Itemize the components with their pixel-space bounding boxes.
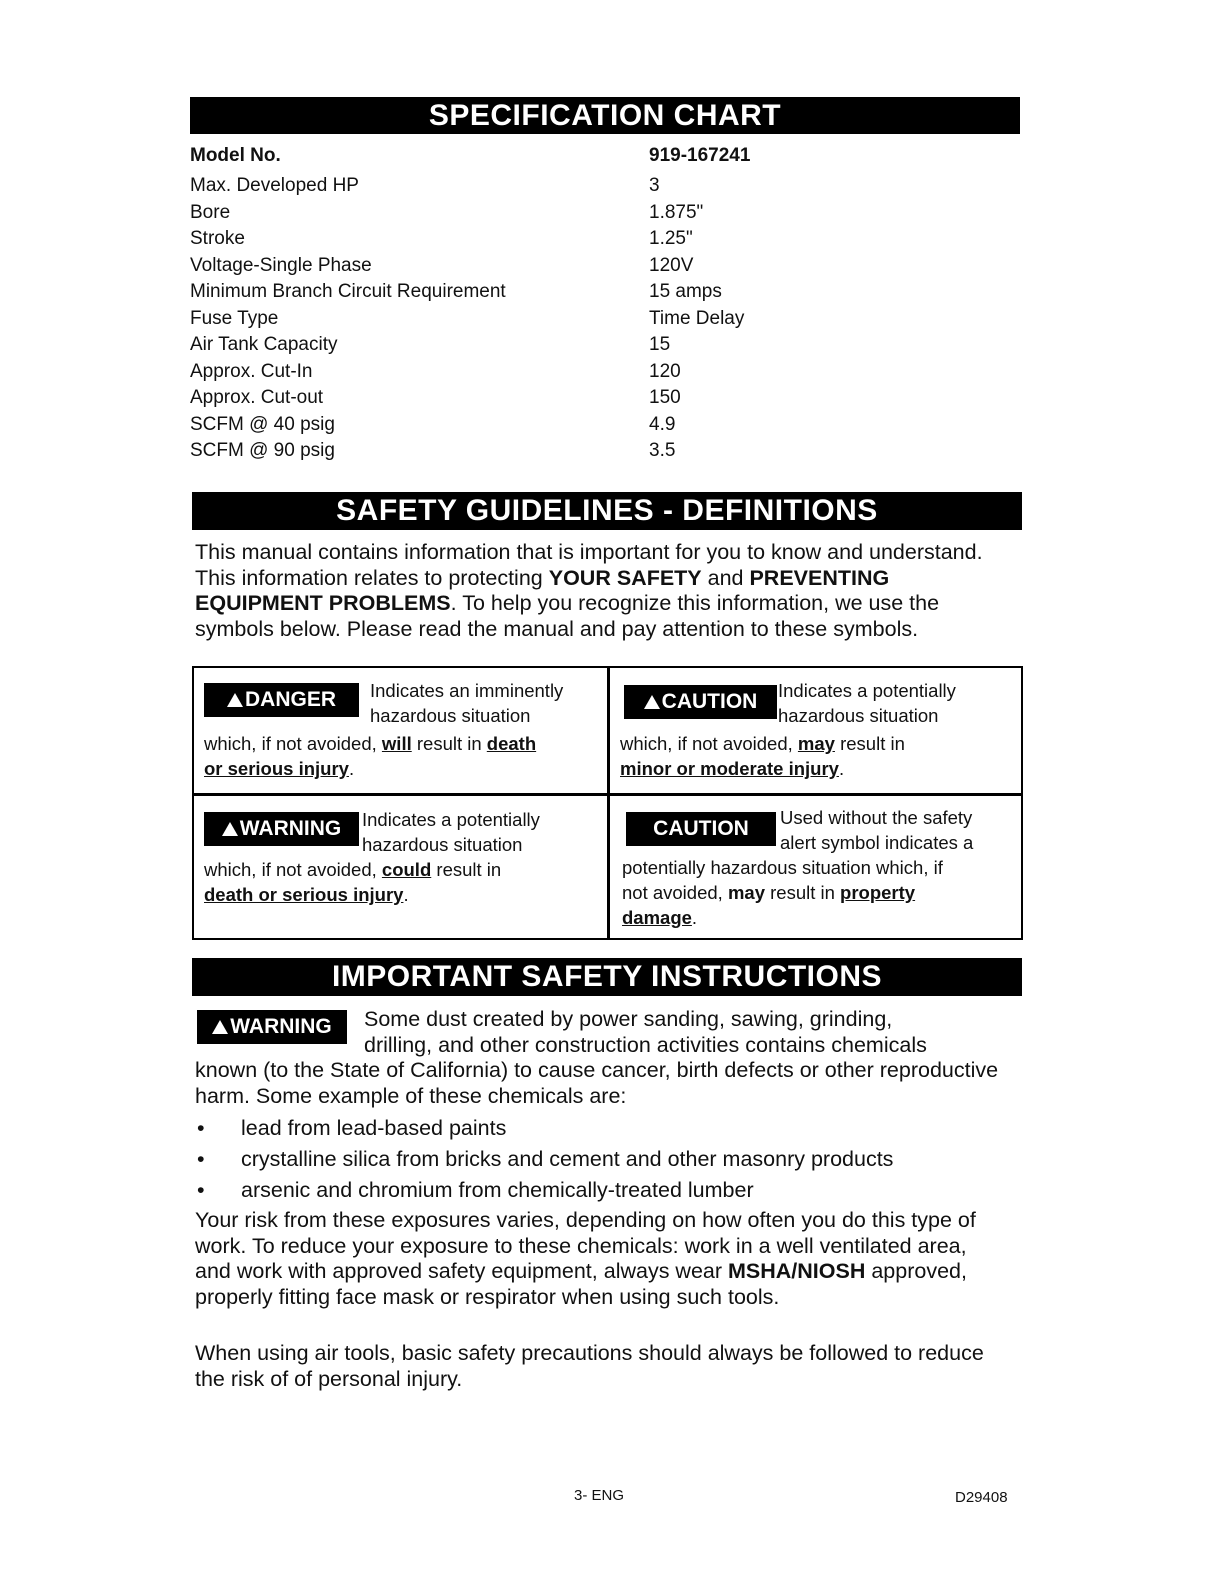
spec-label: Stroke: [190, 228, 245, 249]
list-item-text: lead from lead-based paints: [241, 1116, 507, 1140]
spec-row: [190, 385, 890, 412]
spec-row: [190, 173, 890, 200]
caution-plain-key-damage: damage: [622, 907, 692, 928]
spec-value: 3: [649, 175, 660, 196]
danger-label-text: DANGER: [244, 688, 336, 711]
caution-alert-key-may: may: [797, 733, 835, 754]
spec-header-row: [190, 143, 890, 173]
caution-plain-label: [626, 812, 776, 846]
page-number: 3- ENG: [574, 1487, 625, 1504]
list-item: [195, 1144, 995, 1175]
caution-alert-body-end: .: [838, 758, 845, 779]
safety-definitions-banner: SAFETY GUIDELINES - DEFINITIONS: [192, 492, 1022, 530]
danger-body: [204, 731, 600, 781]
spec-label: Voltage-Single Phase: [190, 254, 372, 276]
warning-cell: [202, 803, 602, 933]
alert-triangle-icon: [212, 1020, 228, 1034]
spec-label: Bore: [190, 201, 231, 223]
intro-bold-equipment: PREVENTING EQUIPMENT PROBLEMS: [195, 565, 890, 615]
spec-label: Air Tank Capacity: [190, 334, 338, 355]
caution-alert-body-text: which, if not avoided,: [620, 733, 798, 754]
risk-paragraph: [195, 1208, 1005, 1310]
caution-plain-top-text: Used without the safety alert symbol indicates a: [780, 807, 974, 853]
spec-label: Approx. Cut-out: [190, 387, 324, 408]
document-code: D29408: [955, 1489, 1008, 1506]
spec-header-value: 919-167241: [649, 145, 751, 166]
alert-triangle-icon: [222, 822, 238, 836]
list-item: [195, 1113, 995, 1144]
spec-row: [190, 226, 890, 253]
warning-body-text: result in: [431, 859, 502, 880]
spec-chart-banner: SPECIFICATION CHART: [190, 97, 1020, 134]
risk-text: Your risk from these exposures varies, depending on how often you do this type of work. To reduce your exposure to these chemicals: work in a well ventilated area, and work with approved safety equipment, always wear: [195, 1208, 976, 1283]
spec-value: 15 amps: [649, 281, 722, 302]
spec-value: 120: [649, 360, 681, 382]
warning-key-injury: death or serious injury: [204, 884, 404, 905]
prop65-warning-rest: known (to the State of California) to cause cancer, birth defects or other reproductive harm. Some example of these chemicals are:: [195, 1058, 999, 1108]
list-item-text: arsenic and chromium from chemically-treated lumber: [241, 1178, 754, 1202]
safety-intro-paragraph: [195, 540, 1005, 642]
grid-divider-horizontal: [194, 793, 1021, 796]
important-instructions-banner: IMPORTANT SAFETY INSTRUCTIONS: [192, 958, 1022, 996]
spec-value: 1.875": [649, 201, 704, 223]
spec-label: SCFM @ 40 psig: [190, 413, 335, 435]
air-tools-paragraph: When using air tools, basic safety precautions should always be followed to reduce the risk of of personal injury.: [195, 1341, 984, 1391]
spec-table: [190, 143, 890, 465]
danger-top-text: Indicates an imminently hazardous situation: [370, 680, 564, 726]
risk-bold-msha: MSHA/NIOSH: [728, 1259, 866, 1283]
warning-label: [204, 812, 359, 846]
chemicals-list: [195, 1113, 995, 1206]
prop65-line2: drilling, and other construction activities contains chemicals: [364, 1032, 927, 1057]
bullet-icon: •: [197, 1147, 205, 1171]
intro-text: and: [701, 565, 750, 590]
danger-cell: [202, 674, 602, 789]
danger-body-end: .: [348, 758, 355, 779]
spec-value: 4.9: [649, 413, 676, 435]
alert-triangle-icon: [644, 695, 660, 709]
spec-row: [190, 438, 890, 465]
caution-plain-body-line1: potentially hazardous situation which, if: [622, 857, 943, 878]
spec-value: 120V: [649, 254, 694, 276]
caution-plain-body-text: result in: [764, 882, 841, 903]
caution-plain-key-may: may: [727, 882, 765, 903]
spec-label: Minimum Branch Circuit Requirement: [190, 281, 506, 302]
spec-value: 1.25": [649, 228, 693, 249]
caution-plain-cell: [620, 803, 1015, 933]
intro-text: . To help you recognize this information, we use the symbols below. Please read the manual and pay attention to these symbols.: [195, 591, 940, 641]
caution-plain-key-property: property: [840, 882, 916, 903]
intro-text: This manual contains information that is important for you to know and understand. This information relates to protecting: [195, 540, 983, 590]
spec-value: 150: [649, 387, 681, 408]
caution-alert-body: [620, 731, 1010, 781]
spec-row: [190, 412, 890, 439]
caution-alert-top-text: Indicates a potentially hazardous situation: [778, 680, 956, 726]
danger-body-text: result in: [411, 733, 487, 754]
warning-body: [204, 857, 600, 907]
intro-bold-safety: YOUR SAFETY: [548, 565, 702, 590]
warning-body-text: which, if not avoided,: [204, 859, 382, 880]
prop65-warning-label-text: WARNING: [230, 1015, 332, 1038]
bullet-icon: •: [197, 1116, 205, 1140]
risk-text: approved, properly fitting face mask or respirator when using such tools.: [195, 1259, 967, 1309]
caution-alert-cell: [618, 674, 1013, 789]
danger-body-text: which, if not avoided,: [204, 733, 382, 754]
caution-plain-label-text: CAUTION: [653, 817, 749, 840]
caution-plain-body-text: not avoided,: [622, 882, 728, 903]
caution-alert-label-text: CAUTION: [661, 690, 758, 713]
spec-label: Fuse Type: [190, 307, 279, 329]
spec-header-label: Model No.: [190, 145, 281, 166]
caution-alert-body-text: result in: [834, 733, 905, 754]
signal-words-grid: [192, 666, 1023, 940]
danger-key-injury: or serious injury: [204, 758, 349, 779]
spec-row: [190, 279, 890, 306]
danger-key-death: death: [486, 733, 537, 754]
caution-alert-label: [624, 685, 777, 719]
danger-key-will: will: [381, 733, 412, 754]
prop65-warning-label: [197, 1010, 347, 1044]
warning-label-text: WARNING: [239, 817, 342, 840]
warning-key-could: could: [381, 859, 432, 880]
prop65-warning-lines: [364, 1007, 1004, 1058]
grid-divider-vertical: [607, 668, 610, 938]
spec-row: [190, 306, 890, 333]
spec-row: [190, 200, 890, 227]
prop65-line1: Some dust created by power sanding, sawing, grinding,: [364, 1007, 893, 1031]
spec-value: 3.5: [649, 440, 676, 461]
spec-row: [190, 253, 890, 280]
caution-plain-body-end: .: [691, 907, 698, 928]
spec-value: 15: [649, 334, 671, 355]
spec-row: [190, 332, 890, 359]
warning-top-text: Indicates a potentially hazardous situation: [362, 809, 540, 855]
alert-triangle-icon: [227, 693, 243, 707]
spec-value: Time Delay: [649, 307, 745, 329]
warning-body-end: .: [403, 884, 409, 905]
spec-label: Max. Developed HP: [190, 175, 359, 196]
danger-label: [204, 683, 359, 717]
spec-label: SCFM @ 90 psig: [190, 440, 335, 461]
spec-label: Approx. Cut-In: [190, 360, 313, 382]
list-item-text: crystalline silica from bricks and cement and other masonry products: [241, 1147, 894, 1171]
caution-plain-body: [622, 855, 1012, 930]
list-item: [195, 1175, 995, 1206]
spec-row: [190, 359, 890, 386]
caution-alert-key-injury: minor or moderate injury: [620, 758, 839, 779]
bullet-icon: •: [197, 1178, 205, 1202]
